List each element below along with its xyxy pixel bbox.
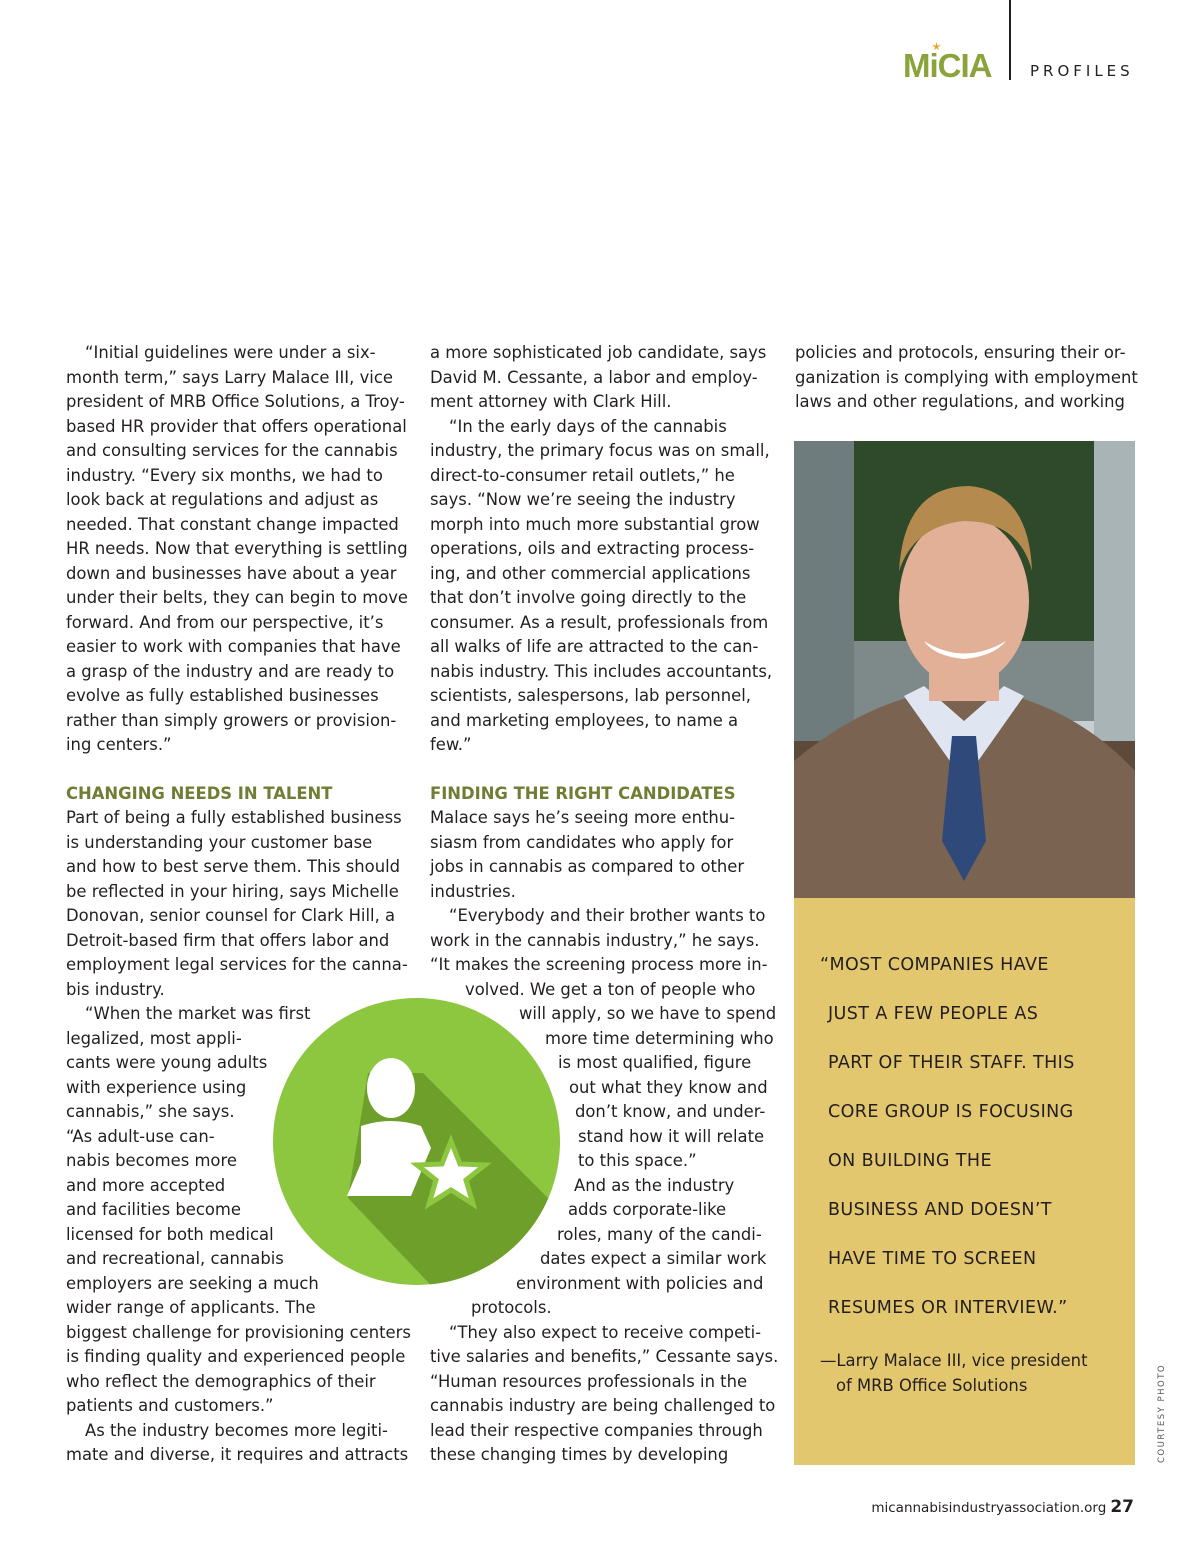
pull-quote-line: “MOST COMPANIES HAVE [820, 955, 1049, 975]
text-line: needed. That constant change impacted [66, 514, 399, 534]
text-line: is finding quality and experienced people [66, 1347, 406, 1366]
paragraph [430, 415, 775, 758]
text-line: protocols. [471, 1298, 552, 1317]
text-line: siasm from candidates who apply for [430, 832, 734, 852]
paragraph [66, 341, 411, 758]
text-line: a grasp of the industry and are ready to [66, 661, 395, 681]
text-line: and marketing employees, to name a [430, 710, 739, 730]
text-line: out what they know and [569, 1077, 768, 1097]
paragraph [430, 806, 775, 904]
text-line: few.” [430, 735, 472, 754]
text-line: volved. We get a ton of people who [465, 979, 756, 999]
text-line: and recreational, cannabis [66, 1249, 284, 1268]
text-line: industries. [430, 881, 516, 901]
paragraph [66, 1419, 411, 1468]
text-line: employers are seeking a much [66, 1273, 319, 1293]
text-line: a more sophisticated job candidate, says [430, 343, 767, 362]
text-line: legalized, most appli- [66, 1028, 242, 1048]
article-column-2 [430, 341, 779, 1468]
text-line: rather than simply growers or provision- [66, 710, 397, 730]
text-line: roles, many of the candi- [557, 1224, 762, 1244]
text-line: these changing times by developing [430, 1445, 729, 1464]
micia-logo: MiCIA [903, 46, 992, 86]
text-line: morph into much more substantial grow [430, 514, 760, 534]
text-line: jobs in cannabis as compared to other [430, 857, 745, 876]
text-line: that don’t involve going directly to the [430, 588, 747, 607]
text-line: scientists, salespersons, lab personnel, [430, 686, 752, 705]
text-line: tive salaries and benefits,” Cessante says. [430, 1347, 779, 1366]
text-line: “When the market was first [85, 1004, 311, 1023]
pull-quote-line: HAVE TIME TO SCREEN [828, 1249, 1037, 1269]
text-line: all walks of life are attracted to the can- [430, 637, 759, 656]
pull-quote-line: BUSINESS AND DOESN’T [828, 1200, 1052, 1220]
text-line: “Initial guidelines were under a six- [85, 343, 376, 362]
text-line: biggest challenge for provisioning centers [66, 1322, 411, 1342]
text-line: patients and customers.” [66, 1396, 274, 1415]
text-line: cants were young adults [66, 1053, 268, 1072]
text-line: As the industry becomes more legiti- [85, 1420, 388, 1440]
text-line: ing centers.” [66, 735, 172, 754]
text-line: “Human resources professionals in the [430, 1371, 748, 1391]
text-line: employment legal services for the canna- [66, 955, 408, 974]
text-line: mate and diverse, it requires and attracts [66, 1445, 409, 1464]
text-line: is understanding your customer base [66, 832, 373, 852]
pull-quote-line: JUST A FEW PEOPLE AS [828, 1004, 1039, 1024]
text-line: ganization is complying with employment [795, 367, 1138, 387]
article-column-3 [795, 341, 1140, 415]
text-line: HR needs. Now that everything is settling [66, 539, 408, 558]
text-line: adds corporate-like [568, 1200, 727, 1219]
text-line: and how to best serve them. This should [66, 857, 401, 876]
text-line: nabis industry. This includes accountants, [430, 661, 773, 681]
section-heading: FINDING THE RIGHT CANDIDATES [430, 783, 736, 803]
text-line: laws and other regulations, and working [795, 392, 1125, 411]
pull-quote-line: RESUMES OR INTERVIEW.” [828, 1298, 1068, 1318]
text-line: Malace says he’s seeing more enthu- [430, 808, 736, 827]
website-url: micannabisindustryassociation.org [871, 1500, 1107, 1516]
section-label: PROFILES [1030, 62, 1134, 80]
page-number: 27 [1110, 1497, 1134, 1517]
pull-quote-line: PART OF THEIR STAFF. THIS [828, 1053, 1075, 1073]
text-line: look back at regulations and adjust as [66, 490, 379, 509]
text-line: licensed for both medical [66, 1224, 274, 1244]
text-line: bis industry. [66, 979, 165, 999]
text-line: nabis becomes more [66, 1151, 237, 1170]
text-line: and more accepted [66, 1175, 226, 1195]
cannabis-leaf-icon [932, 42, 941, 51]
text-line: wider range of applicants. The [66, 1298, 316, 1317]
paragraph [66, 806, 411, 1002]
text-line: Part of being a fully established business [66, 808, 402, 827]
text-line: Donovan, senior counsel for Clark Hill, a [66, 906, 396, 925]
text-line: ment attorney with Clark Hill. [430, 392, 672, 411]
person-star-icon [273, 998, 560, 1285]
text-line: consumer. As a result, professionals from [430, 612, 769, 632]
text-line: direct-to-consumer retail outlets,” he [430, 465, 735, 485]
text-line: month term,” says Larry Malace III, vice [66, 367, 393, 387]
text-line: stand how it will relate [578, 1126, 765, 1146]
text-line: operations, oils and extracting process- [430, 539, 755, 558]
text-line: lead their respective companies through [430, 1420, 763, 1440]
text-line: “Everybody and their brother wants to [449, 906, 766, 925]
text-line: work in the cannabis industry,” he says. [430, 930, 760, 950]
text-line: “They also expect to receive competi- [449, 1322, 762, 1342]
text-line: industry. “Every six months, we had to [66, 465, 383, 485]
portrait-photo [794, 441, 1135, 898]
pull-quote-line: CORE GROUP IS FOCUSING [828, 1102, 1074, 1122]
text-line: And as the industry [574, 1175, 735, 1195]
text-line: evolve as fully established businesses [66, 686, 379, 705]
quote-attribution: —Larry Malace III, vice president of MRB Office Solutions [820, 1351, 1088, 1395]
section-heading: CHANGING NEEDS IN TALENT [66, 783, 333, 803]
text-line: policies and protocols, ensuring their or- [795, 343, 1126, 362]
text-line: industry, the primary focus was on small, [430, 441, 770, 460]
text-line: to this space.” [578, 1151, 697, 1170]
text-line: “As adult-use can- [66, 1126, 215, 1146]
text-line: based HR provider that offers operational [66, 416, 407, 436]
text-line: and facilities become [66, 1200, 241, 1219]
text-line: with experience using [66, 1077, 247, 1097]
text-line: and consulting services for the cannabis [66, 441, 398, 460]
page-footer [871, 1497, 1134, 1517]
text-line: more time determining who [545, 1028, 774, 1048]
text-line: David M. Cessante, a labor and employ- [430, 367, 758, 387]
text-line: “It makes the screening process more in- [430, 955, 768, 974]
text-line: dates expect a similar work [540, 1249, 767, 1268]
text-line: forward. And from our perspective, it’s [66, 612, 384, 632]
text-line: down and businesses have about a year [66, 563, 397, 583]
text-line: easier to work with companies that have [66, 637, 401, 656]
paragraph [430, 1321, 779, 1468]
text-line: cannabis industry are being challenged to [430, 1396, 776, 1415]
paragraph [430, 341, 775, 415]
text-line: is most qualified, figure [558, 1053, 752, 1072]
text-line: cannabis,” she says. [66, 1102, 235, 1121]
text-line: don’t know, and under- [575, 1102, 766, 1121]
text-line: who reflect the demographics of their [66, 1371, 376, 1391]
text-line: be reflected in your hiring, says Michelle [66, 881, 399, 901]
text-line: says. “Now we’re seeing the industry [430, 490, 736, 509]
article-column-1 [66, 341, 411, 1468]
text-line: environment with policies and [516, 1273, 764, 1293]
text-line: ing, and other commercial applications [430, 563, 751, 583]
text-line: president of MRB Office Solutions, a Troy- [66, 392, 405, 411]
text-line: Detroit-based firm that offers labor and [66, 930, 390, 950]
header-divider [1009, 0, 1011, 80]
text-line: under their belts, they can begin to move [66, 588, 408, 607]
paragraph [795, 341, 1140, 415]
photo-credit: COURTESY PHOTO [1157, 1363, 1167, 1463]
text-line: will apply, so we have to spend [519, 1004, 777, 1023]
text-line: “In the early days of the cannabis [449, 416, 727, 436]
pull-quote-line: ON BUILDING THE [828, 1151, 992, 1171]
